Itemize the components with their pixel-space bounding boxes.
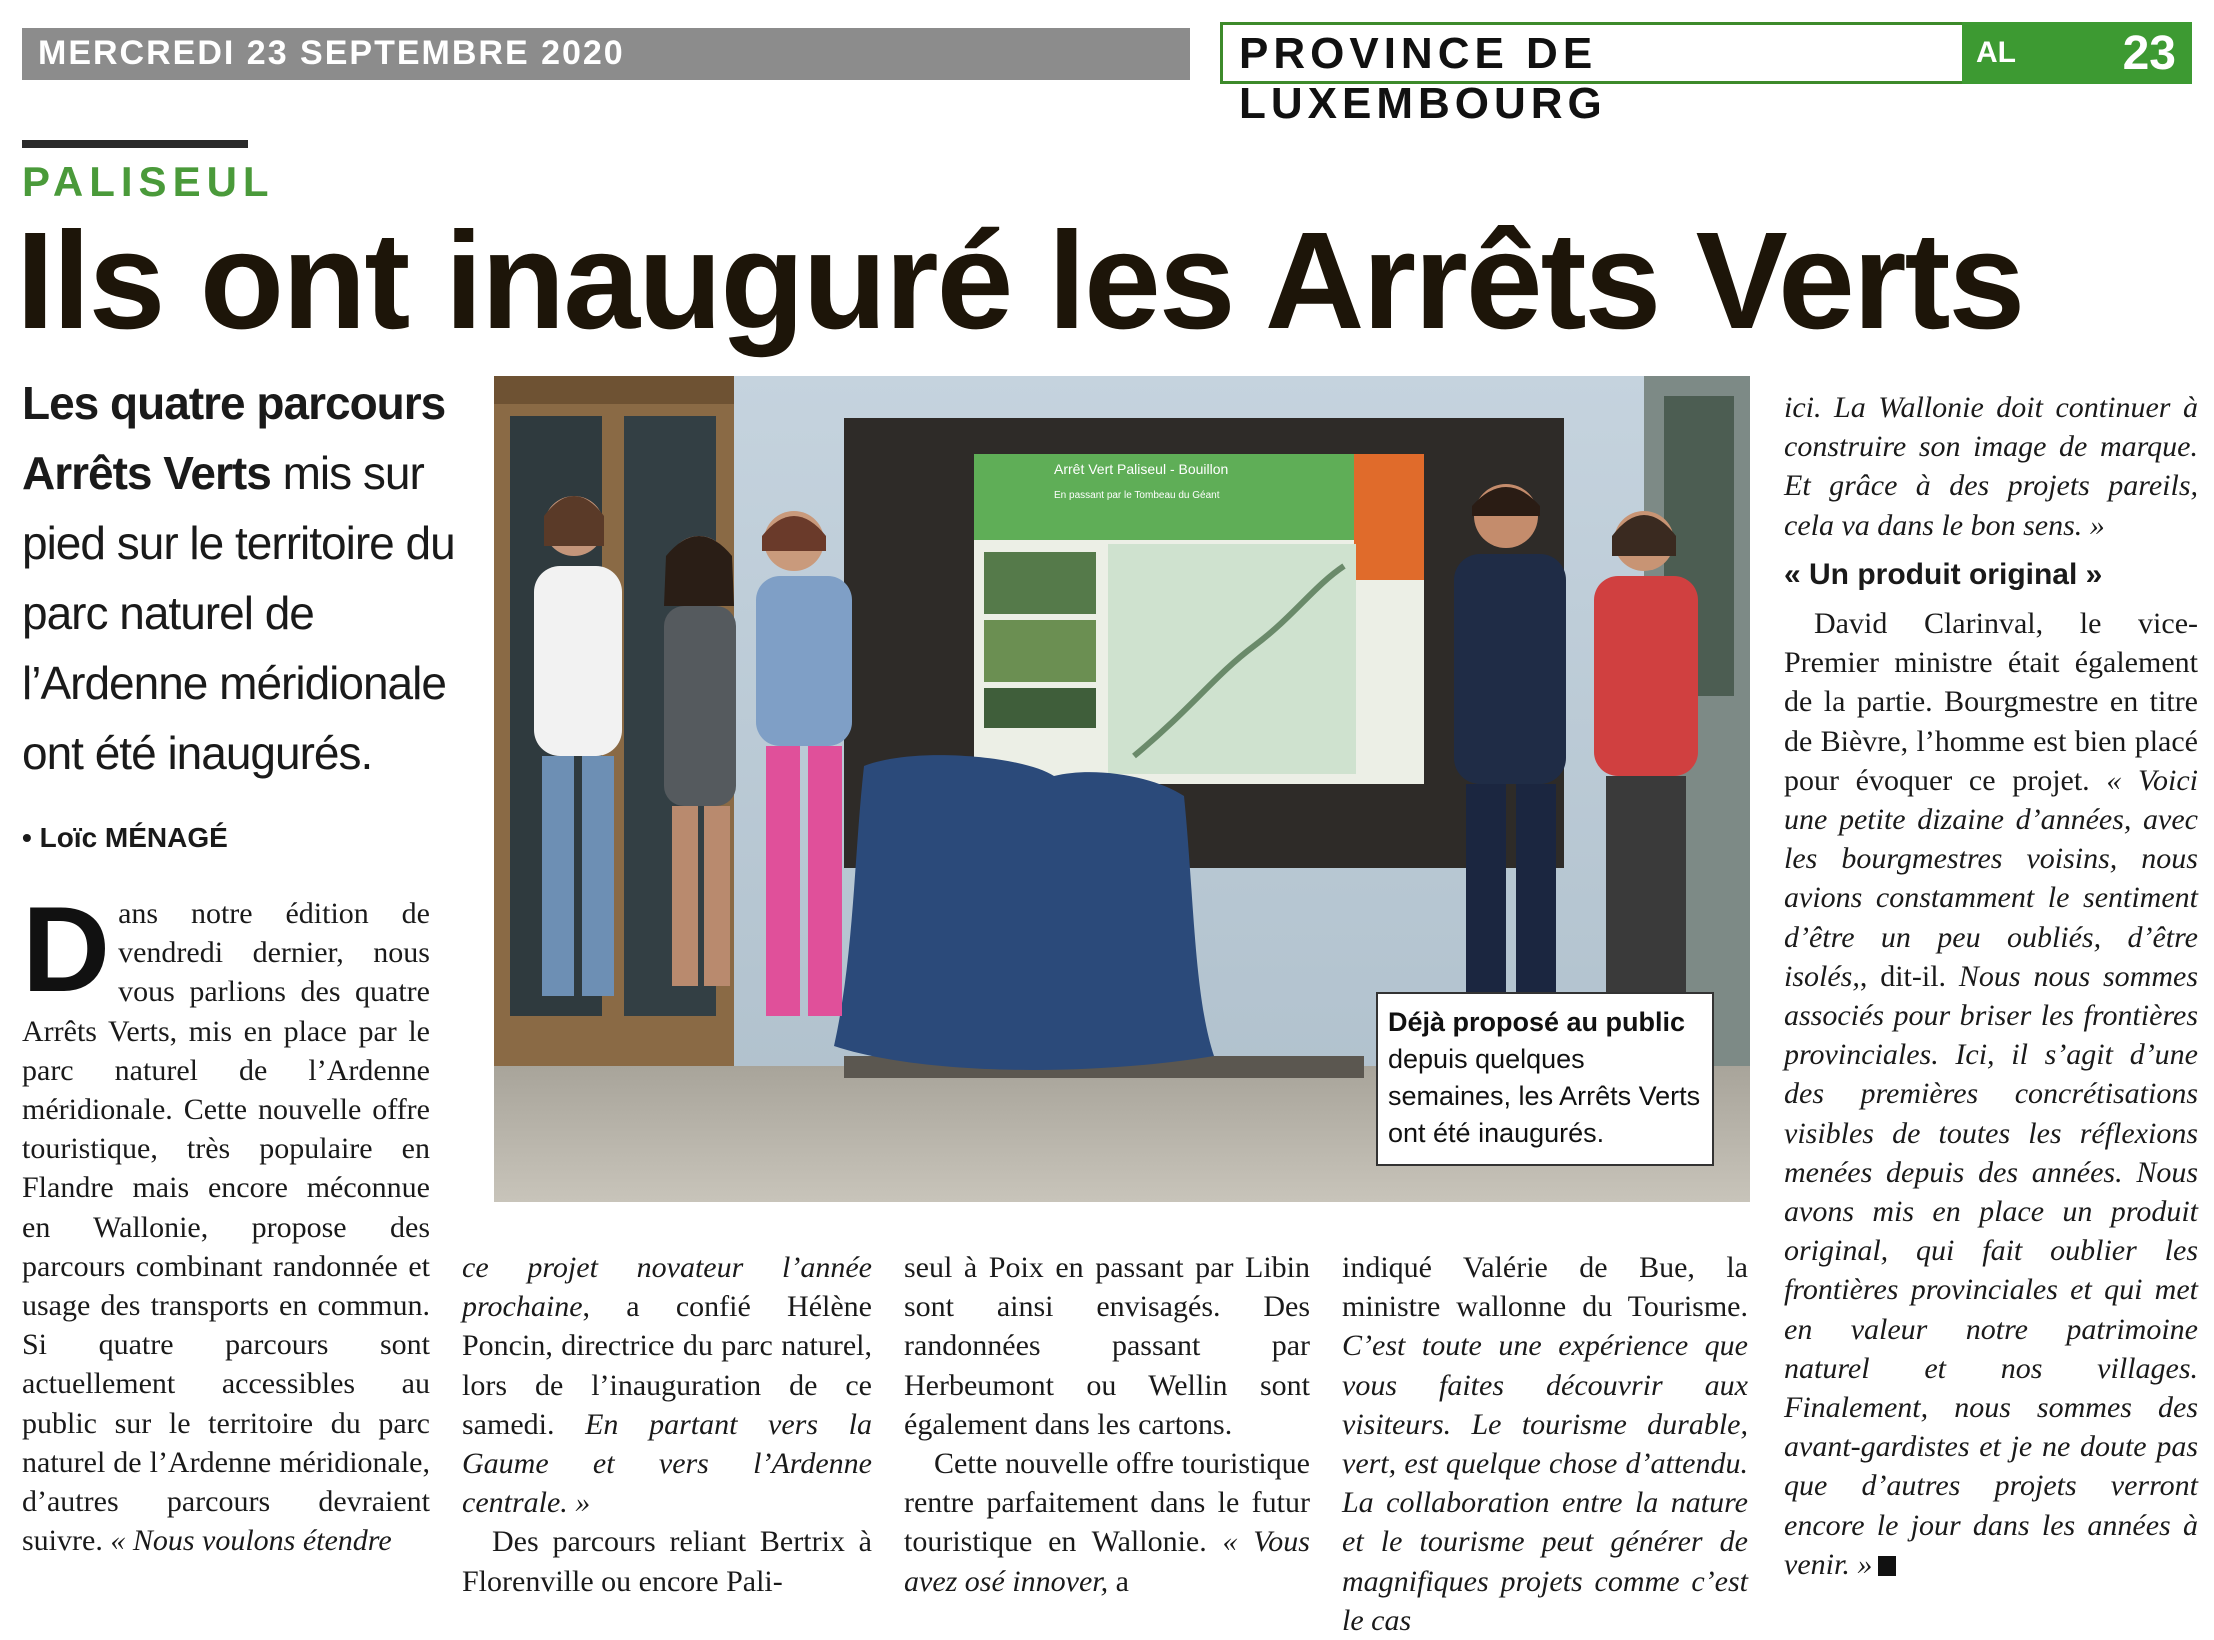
body-column-1 bbox=[22, 881, 430, 1560]
col1-text: ans notre édition de vendredi dernier, nous vous parlions des quatre Arrêts Verts, mis en place par le parc naturel de l’Ardenne méridionale. Cette nouvelle offre touristique, très populaire en Flandre mais encore méconnue en Wallonie, propose des parcours combinant randonnée et usage des transports en commun. Si quatre parcours sont actuellement accessibles au public sur le territoire du parc naturel de l’Ardenne méridionale, d’autres parcours devraient suivre. bbox=[22, 897, 430, 1558]
byline-bullet: • bbox=[22, 822, 32, 853]
body-column-3 bbox=[904, 1248, 1310, 1601]
col3-quote: « Vous avez osé innover, bbox=[904, 1525, 1310, 1598]
col4-text-a: indiqué Valérie de Bue, la ministre wallonne du Tourisme. bbox=[1342, 1251, 1748, 1324]
person-5 bbox=[1594, 511, 1698, 1056]
drop-cap: D bbox=[22, 881, 111, 1017]
edition-tag bbox=[1962, 22, 2192, 84]
col2-quote-a: ce projet novateur l’année prochaine bbox=[462, 1251, 872, 1324]
subheading: « Un produit original » bbox=[1784, 557, 2103, 591]
col1-quote: « Nous voulons étendre bbox=[110, 1524, 392, 1558]
col2-quote-b: En partant vers la Gaume et vers l’Ardenne centrale. » bbox=[462, 1407, 872, 1520]
section-header bbox=[1220, 22, 1965, 128]
col3-text-b: Cette nouvelle offre touristique rentre parfaitement dans le futur touristique en Wallonie. bbox=[904, 1447, 1310, 1559]
byline bbox=[22, 822, 228, 854]
article-photo bbox=[494, 376, 1750, 1202]
col5-quote-c: Nous nous sommes associés pour briser les frontières provinciales. Ici, il s’agit d’une des premières concrétisations visibles de toutes les réflexions menées depuis des années. Nous avons mis en place un produit original, qui fait oublier les frontières provinciales et qui met en valeur notre patrimoine naturel et nos villages. Finalement, nous sommes des avant-gardistes et je ne doute pas que d’autres projets verront encore le jour dans les années à venir. » bbox=[1784, 959, 2198, 1581]
col5-text-a: David Clarinval, le vice-Premier ministre était également de la partie. Bourgmestre en titre de Bièvre, l’homme est bien placé pour évoquer ce projet. bbox=[1784, 607, 2198, 797]
body-column-5 bbox=[1784, 388, 2198, 1584]
date-bar bbox=[22, 28, 1190, 80]
page-number: 23 bbox=[2122, 27, 2176, 80]
kicker-rule bbox=[22, 140, 248, 148]
col5-text-b: , dit-il. bbox=[1859, 959, 1959, 993]
edition-code: AL bbox=[1976, 36, 2016, 69]
col2-text-b: Des parcours reliant Bertrix à Florenville ou encore Pali- bbox=[462, 1525, 872, 1598]
col3-text-c: a bbox=[1108, 1564, 1129, 1598]
end-mark bbox=[1878, 1556, 1896, 1576]
caption-bold: Déjà proposé au public bbox=[1388, 1007, 1686, 1037]
photo-caption bbox=[1376, 992, 1714, 1166]
chapeau bbox=[22, 368, 472, 788]
headline: Ils ont inauguré les Arrêts Verts bbox=[16, 204, 2024, 358]
section-name: PROVINCE DE LUXEMBOURG bbox=[1239, 29, 1607, 128]
col3-text-a: seul à Poix en passant par Libin sont ainsi envisagés. Des randonnées passant par Herbeumont ou Wellin sont également dans les cartons. bbox=[904, 1251, 1310, 1441]
panel-subtitle: En passant par le Tombeau du Géant bbox=[1054, 490, 1220, 501]
col5-quote-a: ici. La Wallonie doit continuer à construire son image de marque. Et grâce à des projets pareils, cela va dans le bon sens. » bbox=[1784, 391, 2198, 542]
body-column-4 bbox=[1342, 1248, 1748, 1640]
caption-text: depuis quelques semaines, les Arrêts Verts ont été inaugurés. bbox=[1388, 1044, 1701, 1148]
col5-quote-b: « Voici une petite dizaine d’années, avec les bourgmestres voisins, nous avions constamment le sentiment d’être un peu oubliés, d’être isolés, bbox=[1784, 763, 2198, 993]
kicker-location: PALISEUL bbox=[22, 158, 275, 205]
byline-author: Loïc MÉNAGÉ bbox=[39, 822, 228, 853]
chapeau-bold: Les quatre parcours Arrêts Verts bbox=[22, 377, 446, 499]
col2-text-a: , a confié Hélène Poncin, directrice du parc naturel, lors de l’inauguration de ce samedi. bbox=[462, 1290, 872, 1441]
panel-title: Arrêt Vert Paliseul - Bouillon bbox=[1054, 461, 1229, 477]
chapeau-text: mis sur pied sur le territoire du parc naturel de l’Ardenne méridionale ont été inaugurés. bbox=[22, 447, 455, 779]
issue-date: MERCREDI 23 SEPTEMBRE 2020 bbox=[38, 34, 625, 72]
body-column-2 bbox=[462, 1248, 872, 1601]
col4-quote: C’est toute une expérience que vous faites découvrir aux visiteurs. Le tourisme durable, vert, est quelque chose d’attendu. La collaboration entre la nature et le tourisme peut générer de magnifiques projets comme c’est le cas bbox=[1342, 1329, 1748, 1637]
